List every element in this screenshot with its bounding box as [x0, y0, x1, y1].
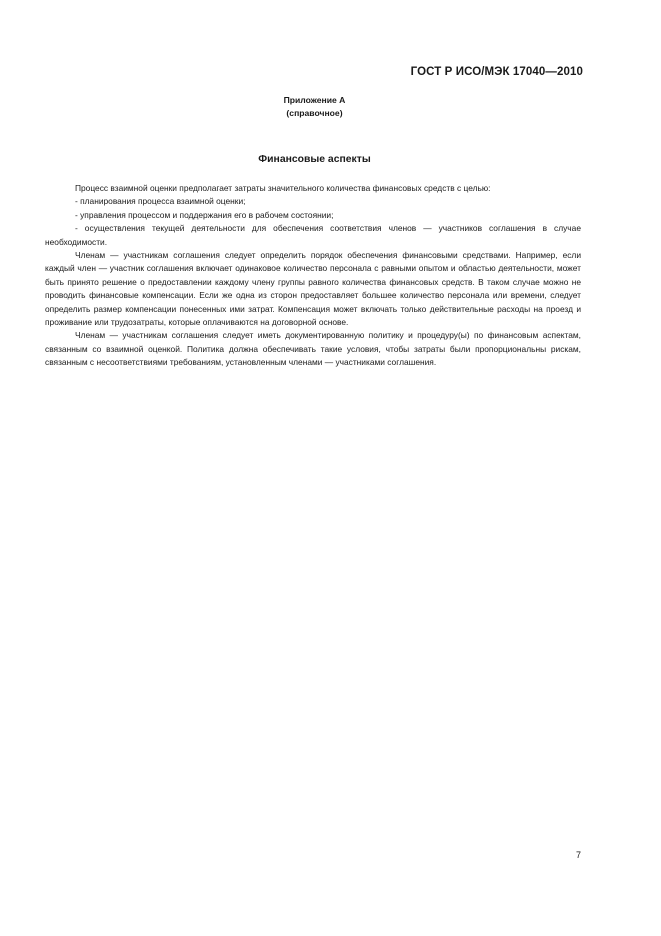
paragraph-funding-order: Членам — участникам соглашения следует определить порядок обеспечения финансовыми средствами. Например, если каждый член — участник соглашения включает одинаковое количество персонала с равными опытом и областью деятельности, может быть принято решение о предоставлении каждому члену группы равного количества финансовых средств. В таком случае можно не проводить финансовые компенсации. Если же одна из сторон предоставляет большее количество персонала или времени, следует определить размер компенсации понесенных ими затрат. Компенсация может включать только действительные расходы на проезд и проживание или трудозатраты, которые оплачиваются на договорной основе. [45, 250, 581, 328]
annex-title: Приложение А [283, 95, 346, 105]
page-number: 7 [575, 850, 581, 860]
bullet-item-planning: - планирования процесса взаимной оценки; [75, 196, 246, 207]
section-title: Финансовые аспекты [258, 154, 371, 165]
annex-heading [0, 94, 661, 119]
document-code-header: ГОСТ Р ИСО/МЭК 17040—2010 [410, 66, 583, 78]
bullet-item-management: - управления процессом и поддержания его в рабочем состоянии; [75, 209, 334, 220]
annex-status: (справочное) [286, 107, 343, 118]
intro-paragraph: Процесс взаимной оценки предполагает затраты значительного количества финансовых средств с целью: [75, 183, 491, 193]
body-text [45, 182, 581, 370]
bullet-item-activity: - осуществления текущей деятельности для обеспечения соответствия членов — участников соглашения в случае необходимости. [45, 223, 581, 247]
paragraph-financial-policy: Членам — участникам соглашения следует иметь документированную политику и процедуру(ы) по финансовым аспектам, связанным со взаимной оценкой. Политика должна обеспечивать такие условия, чтобы затраты были пропорциональны рискам, связанным с несоответствиями требованиям, установленным членами — участниками соглашения. [45, 330, 581, 368]
